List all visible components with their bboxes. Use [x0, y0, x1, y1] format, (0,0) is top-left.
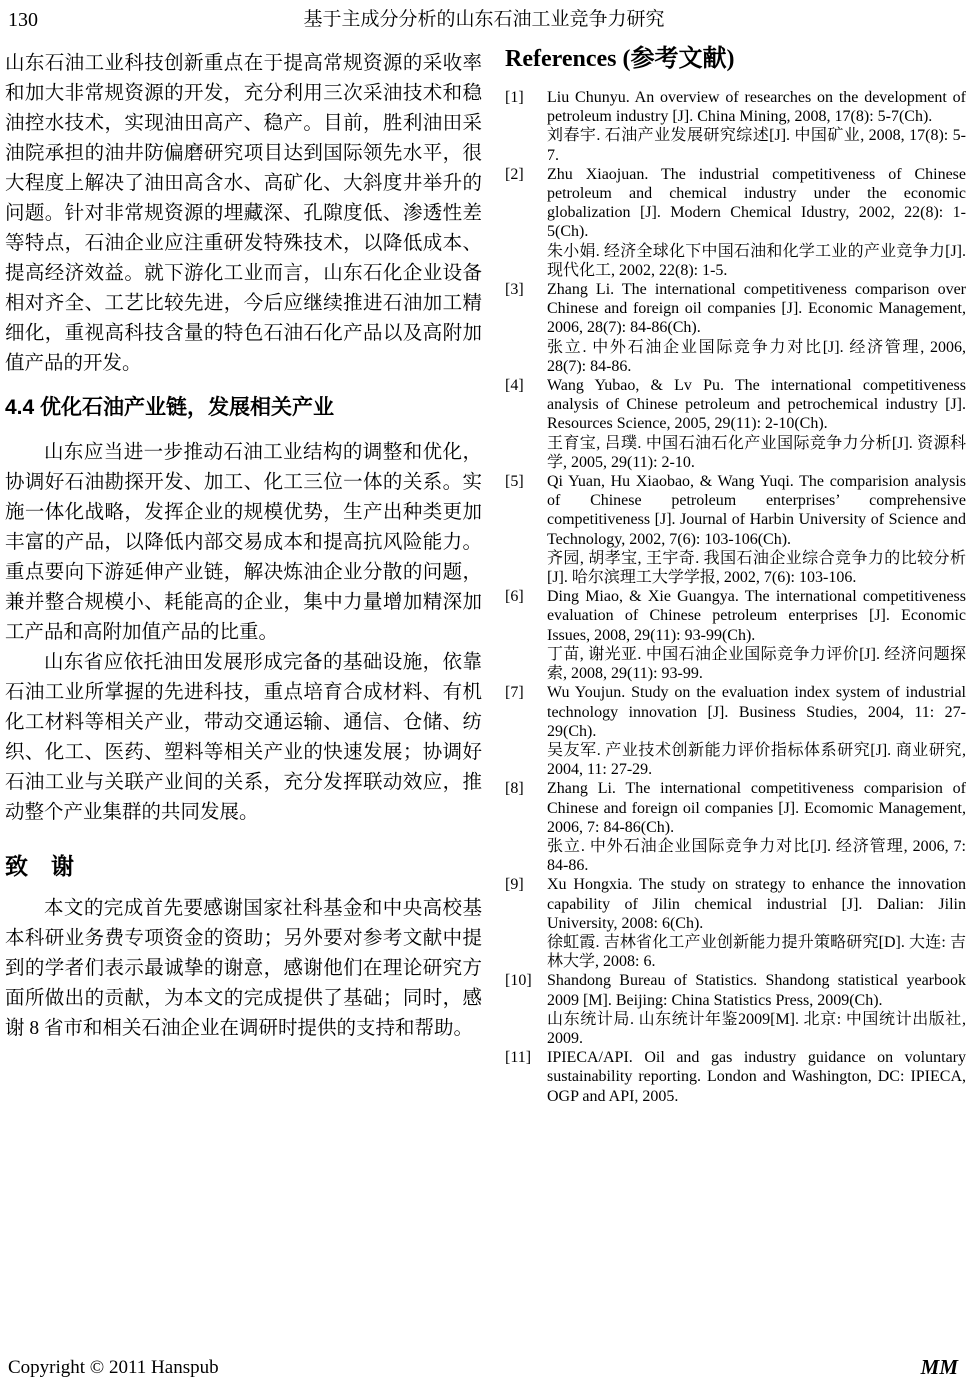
reference-item	[505, 88, 966, 165]
body-paragraph: 山东省应依托油田发展形成完备的基础设施，依靠石油工业所掌握的先进科技，重点培育合成材料、有机化工材料等相关产业，带动交通运输、通信、仓储、纺织、化工、医药、塑料等相关产业的快速发展；协调好石油工业与关联产业间的关系，充分发挥联动效应，推动整个产业集群的共同发展。	[5, 652, 482, 823]
reference-item	[505, 472, 966, 587]
reference-english: Zhu Xiaojuan. The industrial competitiveness of Chinese petroleum and chemical industry under the economic globalization [J]. Modern Chemical Idustry, 2002, 22(8): 1-5(Ch).	[547, 165, 966, 241]
reference-number: [2]	[505, 165, 524, 183]
body-paragraph: 山东应当进一步推动石油工业结构的调整和优化，协调好石油勘探开发、加工、化工三位一体的关系。实施一体化战略，发挥企业的规模优势，生产出种类更加丰富的产品，以降低内部交易成本和提高抗风险能力。重点要向下游延伸产业链，解决炼油企业分散的问题，兼并整合规模小、耗能高的企业，集中力量增加精深加工产品和高附加值产品的比重。	[5, 442, 482, 643]
reference-text	[547, 1048, 966, 1106]
references-list	[505, 88, 966, 1106]
reference-number: [5]	[505, 473, 524, 491]
section-heading-4-4: 4.4 优化石油产业链，发展相关产业	[5, 396, 335, 419]
acknowledgement-paragraph: 本文的完成首先要感谢国家社科基金和中央高校基本科研业务费专项资金的资助；另外要对参考文献中提到的学者们表示最诚挚的谢意，感谢他们在理论研究方面所做出的贡献，为本文的完成提供了基础；同时，感谢 8 省市和相关石油企业在调研时提供的支持和帮助。	[5, 898, 482, 1039]
reference-text	[547, 472, 966, 587]
reference-english: Wu Youjun. Study on the evaluation index system of industrial technology innovation [J]. Business Studies, 2004, 11: 27-29(Ch).	[547, 684, 966, 740]
reference-english: Wang Yubao, & Lv Pu. The international competitiveness analysis of Chinese petroleum and petrochemical industry [J]. Resources Science, 2005, 29(11): 2-10(Ch).	[547, 377, 966, 433]
reference-text	[547, 587, 966, 683]
reference-item	[505, 779, 966, 875]
reference-text	[547, 280, 966, 376]
reference-english: IPIECA/API. Oil and gas industry guidance on voluntary sustainability reporting. London and Washington, DC: IPIECA, OGP and API, 2005.	[547, 1049, 966, 1105]
reference-english: Zhang Li. The international competitiveness comparison over Chinese and foreign oil companies [J]. Economic Management, 2006, 28(7): 84-86(Ch).	[547, 281, 966, 337]
reference-text	[547, 779, 966, 875]
reference-chinese: 徐虹霞. 吉林省化工产业创新能力提升策略研究[D]. 大连: 吉林大学, 2008: 6.	[547, 933, 966, 971]
reference-english: Ding Miao, & Xie Guangya. The international competitiveness evaluation of Chinese petroleum enterprises [J]. Economic Issues, 2008, 29(11): 93-99(Ch).	[547, 588, 966, 644]
footer-copyright: Copyright © 2011 Hanspub	[8, 1357, 219, 1378]
reference-number: [9]	[505, 876, 524, 894]
page-number: 130	[8, 9, 38, 31]
reference-chinese: 齐园, 胡孝宝, 王宇奇. 我国石油企业综合竞争力的比较分析[J]. 哈尔滨理工大学学报, 2002, 7(6): 103-106.	[547, 549, 966, 587]
left-column	[5, 49, 482, 1044]
references-column	[505, 44, 966, 1106]
reference-chinese: 吴友军. 产业技术创新能力评价指标体系研究[J]. 商业研究, 2004, 11: 27-29.	[547, 741, 966, 779]
reference-item	[505, 1048, 966, 1106]
reference-chinese: 丁苗, 谢光亚. 中国石油企业国际竞争力评价[J]. 经济问题探索, 2008, 29(11): 93-99.	[547, 645, 966, 683]
reference-chinese: 刘春宇. 石油产业发展研究综述[J]. 中国矿业, 2008, 17(8): 5-7.	[547, 127, 966, 164]
body-paragraph: 山东石油工业科技创新重点在于提高常规资源的采收率和加大非常规资源的开发，充分利用三次采油技术和稳油控水技术，实现油田高产、稳产。目前，胜利油田采油院承担的油井防偏磨研究项目达到国际领先水平，很大程度上解决了油田高含水、高矿化、大斜度井举升的问题。针对非常规资源的埋藏深、孔隙度低、渗透性差等特点，石油企业应注重研发特殊技术，以降低成本、提高经济效益。就下游化工业而言，山东石化企业设备相对齐全、工艺比较先进，今后应继续推进石油加工精细化，重视高科技含量的特色石油石化产品以及高附加值产品的开发。	[5, 53, 482, 374]
reference-chinese: 王育宝, 吕璞. 中国石油石化产业国际竞争力分析[J]. 资源科学, 2005, 29(11): 2-10.	[547, 434, 966, 471]
reference-english: Xu Hongxia. The study on strategy to enhance the innovation capability of Jilin chemical industrial [J]. Dalian: Jilin University, 2008: 6(Ch).	[547, 876, 966, 932]
reference-item	[505, 971, 966, 1048]
reference-item	[505, 587, 966, 683]
reference-text	[547, 376, 966, 472]
reference-number: [10]	[505, 972, 532, 990]
reference-english: Qi Yuan, Hu Xiaobao, & Wang Yuqi. The comparision analysis of Chinese petroleum enterprises’ comprehensive competitiveness [J]. Journal of Harbin University of Science and Technology, 2002, 7(6): 103-106(Ch).	[547, 473, 966, 548]
reference-text	[547, 683, 966, 779]
running-title: 基于主成分分析的山东石油工业竞争力研究	[303, 9, 665, 30]
reference-text	[547, 875, 966, 971]
reference-english: Zhang Li. The international competitiveness comparision of Chinese and foreign oil companies [J]. Ecomomic Management, 2006, 7: 84-86(Ch).	[547, 780, 966, 836]
reference-chinese: 朱小娟. 经济全球化下中国石油和化学工业的产业竞争力[J]. 现代化工, 2002, 22(8): 1-5.	[547, 242, 966, 279]
reference-chinese: 张立. 中外石油企业国际竞争力对比[J]. 经济管理, 2006, 28(7): 84-86.	[547, 338, 966, 375]
reference-text	[547, 165, 966, 280]
reference-english: Shandong Bureau of Statistics. Shandong statistical yearbook 2009 [M]. Beijing: China Statistics Press, 2009(Ch).	[547, 972, 966, 1009]
reference-number: [6]	[505, 588, 524, 606]
reference-item	[505, 165, 966, 280]
reference-item	[505, 376, 966, 472]
reference-text	[547, 971, 966, 1048]
acknowledgement-heading: 致 谢	[5, 853, 74, 879]
reference-number: [7]	[505, 684, 524, 702]
reference-english: Liu Chunyu. An overview of researches on the development of petroleum industry [J]. China Mining, 2008, 17(8): 5-7(Ch).	[547, 89, 966, 126]
reference-number: [3]	[505, 281, 524, 299]
reference-number: [4]	[505, 377, 524, 395]
reference-text	[547, 88, 966, 165]
reference-number: [1]	[505, 89, 524, 106]
reference-item	[505, 875, 966, 971]
reference-item	[505, 683, 966, 779]
reference-number: [11]	[505, 1049, 532, 1067]
reference-number: [8]	[505, 780, 524, 798]
references-heading: References (参考文献)	[505, 46, 735, 72]
reference-item	[505, 280, 966, 376]
reference-chinese: 张立. 中外石油企业国际竞争力对比[J]. 经济管理, 2006, 7: 84-86.	[547, 837, 966, 875]
footer-journal-code: MM	[920, 1355, 958, 1379]
reference-chinese: 山东统计局. 山东统计年鉴2009[M]. 北京: 中国统计出版社, 2009.	[547, 1010, 966, 1047]
